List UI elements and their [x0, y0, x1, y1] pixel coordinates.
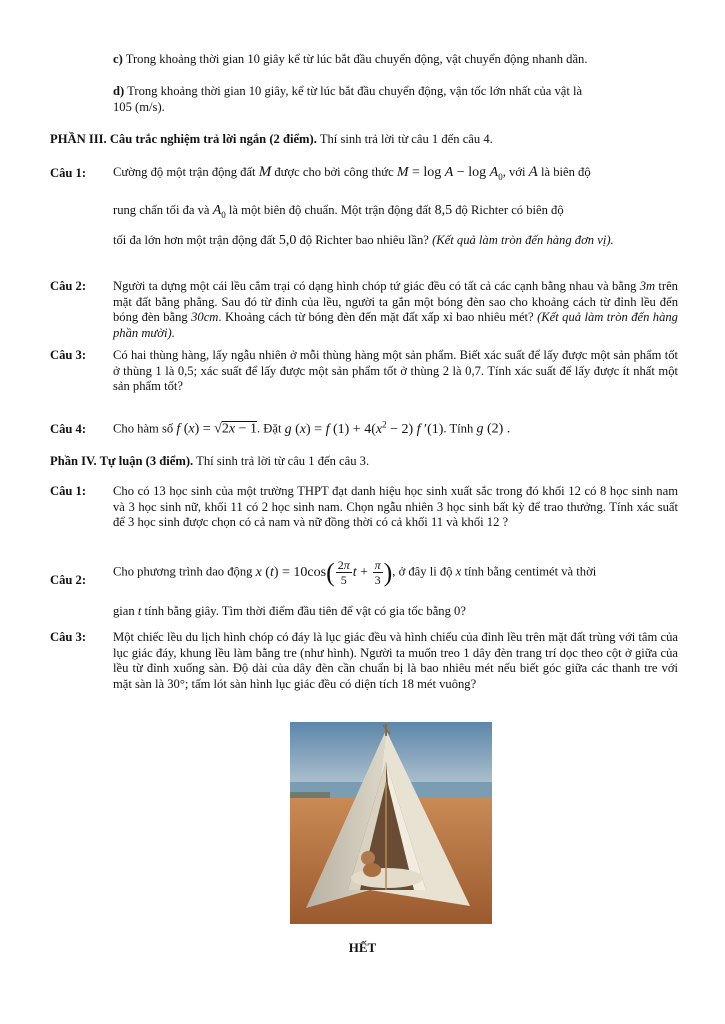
p3-q2-v2: 30cm [191, 310, 219, 325]
p3-q2-t2: trên mặt đất bằng phẳng. Sau đó từ đỉnh của lều, người ta gắn một bóng đèn sao cho khoảng cách từ đỉnh lều đến bóng đèn bằng [113, 279, 678, 325]
p3-q4-g: g (x) = f $(1) + 4(x^2 - 2)$ f ′(1) [284, 419, 444, 437]
p3-q3-text: Có hai thùng hàng, lấy ngẫu nhiên ở mỗi thùng hàng một sản phẩm. Biết xác suất để lấy được một sản phẩm tốt ở thùng 1 là 0,5; xác suất để lấy được một sản phẩm tốt ở thùng 2 là 0,7. Tính xác suất để lấy được ít nhất một sản phẩm tốt? [113, 348, 678, 394]
p3-q2-text [113, 279, 678, 341]
p3-q3-label: Câu 3: [50, 348, 87, 362]
p3-q4-t3: . Tính [443, 421, 474, 436]
p3-q2-note: (Kết quả làm tròn đến hàng phần mười). [113, 310, 678, 340]
p3-q4-label: Câu 4: [50, 422, 87, 436]
p4-q2-line1 [113, 558, 678, 587]
tent-photo [290, 722, 492, 924]
p3-q1-t4: là biên độ [540, 165, 591, 179]
p3-q2-v1: 3m [639, 279, 656, 293]
p4-q3-text [113, 630, 678, 692]
p4-q3-angle: 30° [167, 676, 185, 691]
p3-q4-t2: . Đặt [256, 421, 282, 436]
p4-q2-line2 [113, 604, 678, 620]
p3-q1-line3 [113, 232, 678, 249]
p4-q2-t3: tính bằng centimét và thời [464, 564, 597, 579]
p3-q1-v2: 5,0 [278, 233, 297, 248]
part3-instruction: Thí sinh trả lời từ câu 1 đến câu 4. [319, 132, 493, 146]
p3-q4-text [113, 419, 678, 438]
p4-q2-formula: x (t) = 10cos( $\frac{2\pi}{5}$ t + $\frac{\pi}{3}$ ) [255, 557, 393, 587]
part3-heading [50, 132, 680, 148]
p4-q1-text: Cho có 13 học sinh của một trường THPT đạt danh hiệu học sinh xuất sắc trong đó khối 12 có 8 học sinh nam và 3 học sinh nữ, khối 11 có 2 học sinh nam. Chọn ngẫu nhiên 3 học sinh bất kỳ để trao thưởng. Tính xác suất để 3 học sinh được chọn có cả nam và nữ đồng thời có cả khối 11 và khối 12 ? [113, 484, 678, 530]
p3-q2-t3: . Khoảng cách từ bóng đèn đến mặt đất xấp xỉ bao nhiêu mét? [218, 310, 534, 325]
p4-q2-t1: Cho phương trình dao động [113, 564, 253, 579]
item-d-label: d) [113, 84, 125, 98]
item-d-unit: m/s [139, 99, 158, 114]
item-d-value: 105 [113, 99, 132, 114]
item-c [113, 52, 678, 68]
p3-q1-var-A: A [528, 164, 538, 180]
p4-q3-t2: ; tấm lót sàn hình lục giác đều có diện tích 18 mét vuông? [184, 676, 477, 691]
part4-title: Phần IV. Tự luận (3 điểm). [50, 454, 194, 468]
p3-q1-formula: $M = \log A - \log A_0$ [396, 165, 503, 182]
p3-q4-t1: Cho hàm số [113, 421, 174, 436]
p3-q1-line2 [113, 202, 678, 221]
p4-q3-t1: Một chiếc lều du lịch hình chóp có đáy là lục giác đều và hình chiếu của đỉnh lều trên mặt đất trùng với tâm của lục giác đáy, khung lều làm bằng tre (như hình). Người ta muốn treo 1 dây đèn trang trí dọc theo cột ở giữa của lều từ đỉnh xuống sàn. Độ dài của dây đèn cần chuẩn bị là bao nhiêu mét nếu biết góc giữa các thanh tre với mặt sàn là [113, 630, 678, 691]
part4-instruction: Thí sinh trả lời từ câu 1 đến câu 3. [196, 454, 370, 468]
p3-q1-label: Câu 1: [50, 166, 87, 180]
item-d-text: Trong khoảng thời gian 10 giây, kể từ lúc bắt đầu chuyển động, vận tốc lớn nhất của vật là [127, 84, 583, 98]
p3-q1-t2: được cho bởi công thức [274, 165, 394, 179]
p3-q1-var-M: M [258, 164, 272, 180]
p3-q4-func: f (x) = √2x − 1 [176, 421, 257, 437]
p4-q1-label: Câu 1: [50, 484, 87, 498]
p3-q1-t3: , với [502, 165, 526, 179]
p3-q2-label: Câu 2: [50, 279, 87, 293]
part4-heading [50, 454, 680, 470]
p4-q2-var-t: t [137, 604, 142, 618]
p3-q1-t1: Cường độ một trận động đất [113, 165, 256, 179]
p4-q3-label: Câu 3: [50, 630, 87, 644]
tent-illustration [290, 722, 492, 924]
item-c-text: Trong khoảng thời gian 10 giây kể từ lúc bắt đầu chuyển động, vật chuyển động nhanh dần. [125, 52, 588, 66]
p4-q2-t4: gian [113, 604, 135, 618]
p3-q1-t6: là một biên độ chuẩn. Một trận động đất [228, 203, 432, 217]
item-c-label: c) [113, 52, 123, 66]
part3-title: PHẦN III. Câu trắc nghiệm trả lời ngắn (2 điểm). [50, 132, 317, 146]
p3-q1-t9: độ Richter bao nhiêu lần? [299, 233, 429, 247]
p3-q2-t1: Người ta dựng một cái lều cắm trại có dạng hình chóp tứ giác đều có tất cả các cạnh bằng nhau và bằng [113, 279, 637, 293]
p3-q4-g2: g (2) . [476, 421, 511, 437]
p4-q2-var-x: x [455, 564, 462, 579]
p4-q2-label: Câu 2: [50, 573, 87, 587]
p3-q1-line1 [113, 163, 678, 183]
p3-q1-t8: tối đa lớn hơn một trận động đất [113, 233, 276, 247]
p3-q1-note: (Kết quả làm tròn đến hàng đơn vị). [432, 233, 614, 247]
p4-q2-t5: tính bằng giây. Tìm thời điểm đầu tiên để vật có gia tốc bằng 0? [144, 604, 466, 618]
end-marker: HẾT [348, 940, 377, 955]
item-d [113, 84, 678, 115]
p3-q1-A0: $A_0$ [212, 203, 226, 220]
item-d-unit-wrap: (m/s). [135, 99, 165, 114]
p3-q1-v1: 8,5 [434, 203, 453, 218]
p3-q1-t5: rung chấn tối đa và [113, 203, 210, 217]
p3-q1-t7: độ Richter có biên độ [455, 203, 564, 217]
p4-q2-t2: , ở đây li độ [392, 564, 453, 579]
